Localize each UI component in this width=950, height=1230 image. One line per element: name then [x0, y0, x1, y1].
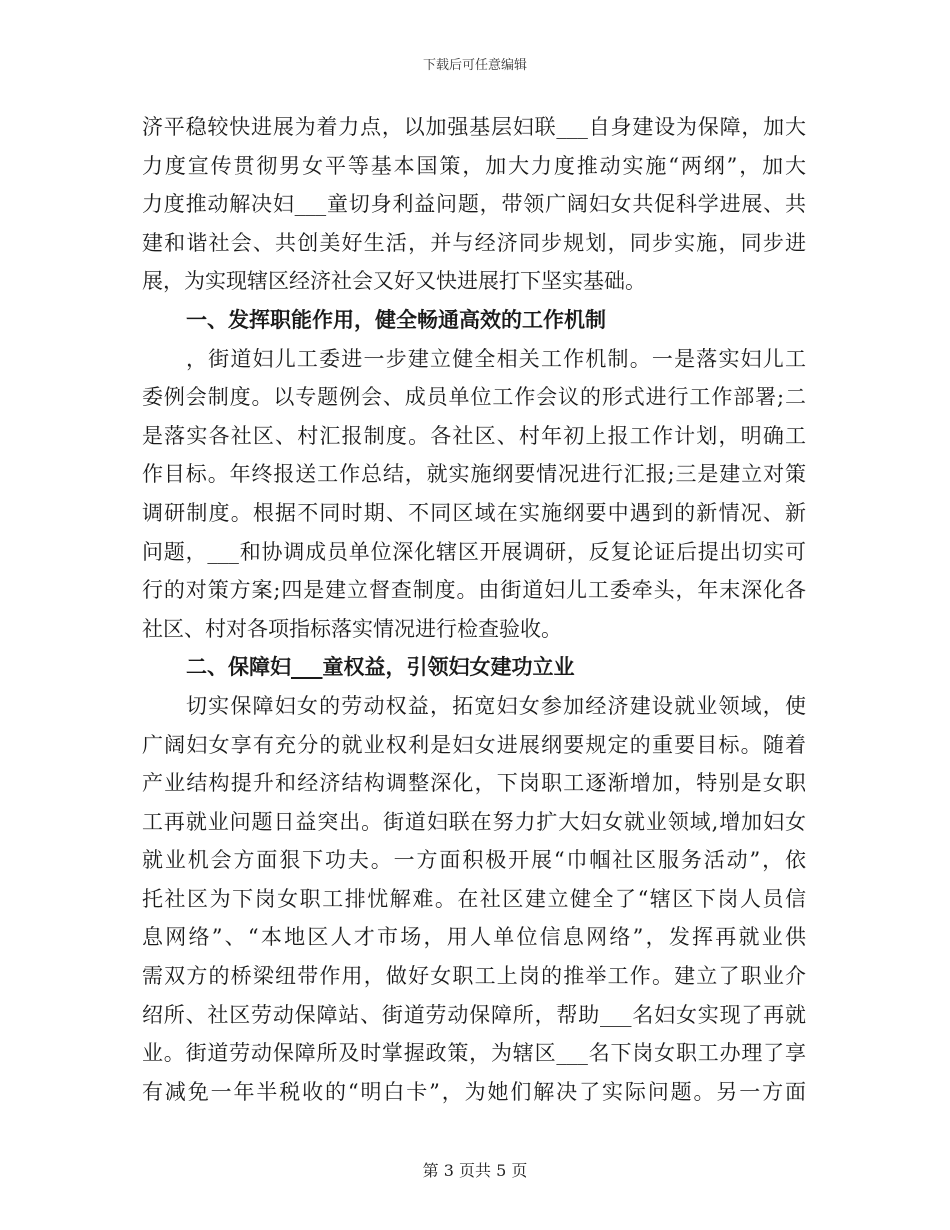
section-heading-2: 二、保障妇___童权益，引领妇女建功立业 [186, 654, 575, 680]
paragraph-line: 问题，___和协调成员单位深化辖区开展调研，反复论证后提出切实可 [142, 539, 806, 564]
paragraph-line: 需双方的桥梁纽带作用，做好女职工上岗的推举工作。建立了职业介 [142, 964, 806, 989]
paragraph-line: 力度宣传贯彻男女平等基本国策，加大力度推动实施“两纲”，加大 [142, 153, 806, 178]
paragraph-line: 有减免一年半税收的“明白卡”，为她们解决了实际问题。另一方面 [142, 1079, 806, 1104]
paragraph-line: 息网络”、“本地区人才市场，用人单位信息网络”，发挥再就业供 [142, 925, 806, 950]
paragraph-line: 力度推动解决妇___童切身利益问题，带领广阔妇女共促科学进展、共 [142, 192, 806, 217]
paragraph-line: ，街道妇儿工委进一步建立健全相关工作机制。一是落实妇儿工 [186, 346, 806, 371]
document-body [142, 108, 806, 1111]
paragraph-line: 是落实各社区、村汇报制度。各社区、村年初上报工作计划，明确工 [142, 423, 806, 448]
paragraph-line: 托社区为下岗女职工排忧解难。在社区建立健全了“辖区下岗人员信 [142, 886, 806, 911]
paragraph-line: 产业结构提升和经济结构调整深化，下岗职工逐渐增加，特别是女职 [142, 771, 806, 796]
paragraph-line: 建和谐社会、共创美好生活，并与经济同步规划，同步实施，同步进 [142, 230, 806, 255]
paragraph-line: 社区、村对各项指标落实情况进行检查验收。 [142, 616, 562, 641]
paragraph-line: 展，为实现辖区经济社会又好又快进展打下坚实基础。 [142, 269, 646, 294]
paragraph-line: 行的对策方案;四是建立督查制度。由街道妇儿工委牵头，年末深化各 [142, 578, 806, 603]
paragraph-line: 调研制度。根据不同时期、不同区域在实施纲要中遇到的新情况、新 [142, 500, 806, 525]
page-header: 下载后可任意编辑 [422, 58, 527, 73]
paragraph-line: 就业机会方面狠下功夫。一方面积极开展“巾帼社区服务活动”，依 [142, 848, 806, 873]
page-footer: 第 3 页共 5 页 [422, 1161, 528, 1180]
paragraph-line: 委例会制度。以专题例会、成员单位工作会议的形式进行工作部署;二 [142, 385, 806, 410]
paragraph-line: 作目标。年终报送工作总结，就实施纲要情况进行汇报;三是建立对策 [142, 462, 806, 487]
section-heading-1: 一、发挥职能作用，健全畅通高效的工作机制 [186, 306, 606, 332]
paragraph-line: 济平稳较快进展为着力点，以加强基层妇联___自身建设为保障，加大 [142, 115, 806, 139]
paragraph-line: 广阔妇女享有充分的就业权利是妇女进展纲要规定的重要目标。随着 [142, 732, 806, 757]
paragraph-line: 绍所、社区劳动保障站、街道劳动保障所，帮助___名妇女实现了再就 [142, 1002, 806, 1027]
paragraph-line: 工再就业问题日益突出。街道妇联在努力扩大妇女就业领域,增加妇女 [142, 809, 806, 834]
paragraph-line: 业。街道劳动保障所及时掌握政策，为辖区___名下岗女职工办理了享 [142, 1041, 806, 1066]
paragraph-line: 切实保障妇女的劳动权益，拓宽妇女参加经济建设就业领域，使 [186, 693, 806, 718]
